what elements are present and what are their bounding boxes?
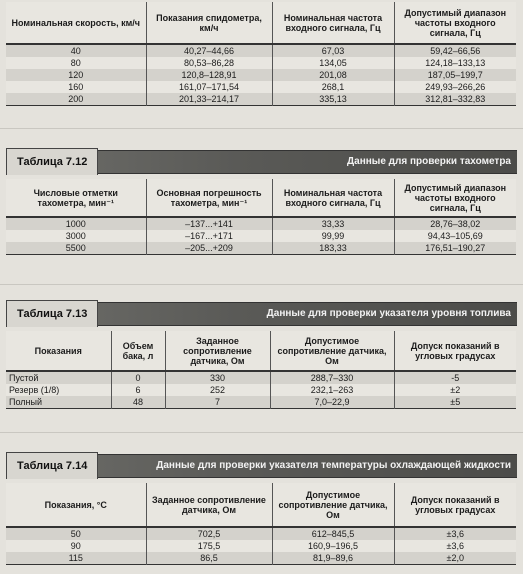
table-cell: 28,76–38,02 [394,217,516,230]
table-713-section [0,302,523,409]
table-cell: 115 [6,552,146,565]
column-header: Допуск показаний в угловых градусах [394,331,516,371]
table-cell: 48 [111,396,165,409]
table-cell: 5500 [6,242,146,255]
column-header: Допустимое сопротивление датчика, Ом [272,483,394,527]
table-cell: 59,42–66,56 [394,44,516,57]
table-row [6,57,516,69]
column-header: Номинальная частота входного сигнала, Гц [272,179,394,217]
table-cell: 33,33 [272,217,394,230]
table-row [6,242,516,255]
table-header-row [6,179,516,217]
table-row [6,81,516,93]
table-cell: 612–845,5 [272,527,394,540]
table-header-row [6,331,516,371]
table-cell: 200 [6,93,146,106]
table-cell: ±3,6 [394,527,516,540]
table-row [6,552,516,565]
table-row [6,217,516,230]
table-cell: 120 [6,69,146,81]
table-row [6,44,516,57]
table-cell: 1000 [6,217,146,230]
table-cell: ±5 [394,396,516,409]
table-cell: 312,81–332,83 [394,93,516,106]
table-cell: 0 [111,371,165,384]
table-712-section [0,150,523,255]
table-cell: 124,18–133,13 [394,57,516,69]
table-713-title: Данные для проверки указателя уровня топлива [266,308,511,319]
table-cell: Полный [6,396,111,409]
table-cell: 232,1–263 [270,384,394,396]
table-cell: 249,93–266,26 [394,81,516,93]
table-cell: 268,1 [272,81,394,93]
table-row [6,540,516,552]
table-cell: 161,07–171,54 [146,81,272,93]
column-header: Заданное сопротивление датчика, Ом [165,331,270,371]
table-cell: 94,43–105,69 [394,230,516,242]
table-cell: -5 [394,371,516,384]
table-cell: Резерв (1/8) [6,384,111,396]
table-cell: 90 [6,540,146,552]
page-divider [0,284,523,285]
column-header: Основная погрешность тахометра, мин⁻¹ [146,179,272,217]
table-714-title-bar [6,454,517,478]
table-cell: 134,05 [272,57,394,69]
column-header: Номинальная частота входного сигнала, Гц [272,2,394,44]
table-712 [6,179,516,255]
table-714-label: Таблица 7.14 [6,452,98,479]
column-header: Числовые отметки тахометра, мин⁻¹ [6,179,146,217]
table-cell: 183,33 [272,242,394,255]
table-cell: 40,27–44,66 [146,44,272,57]
table-cell: 3000 [6,230,146,242]
table-row [6,230,516,242]
table-713-label: Таблица 7.13 [6,300,98,327]
table-cell: ±3,6 [394,540,516,552]
table-cell: 175,5 [146,540,272,552]
table-711 [6,2,516,106]
table-714 [6,483,516,565]
table-cell: 80,53–86,28 [146,57,272,69]
table-cell: 160 [6,81,146,93]
table-cell: 330 [165,371,270,384]
column-header: Заданное сопротивление датчика, Ом [146,483,272,527]
table-712-label: Таблица 7.12 [6,148,98,175]
table-cell: 50 [6,527,146,540]
table-row [6,371,516,384]
table-712-title-bar [6,150,517,174]
table-row [6,384,516,396]
table-cell: ±2 [394,384,516,396]
table-cell: 160,9–196,5 [272,540,394,552]
table-cell: 201,08 [272,69,394,81]
table-cell: 252 [165,384,270,396]
table-cell: 99,99 [272,230,394,242]
table-cell: Пустой [6,371,111,384]
table-cell: –205...+209 [146,242,272,255]
table-cell: 7,0–22,9 [270,396,394,409]
table-cell: –167...+171 [146,230,272,242]
table-cell: 187,05–199,7 [394,69,516,81]
column-header: Показания спидометра, км/ч [146,2,272,44]
column-header: Показания, °С [6,483,146,527]
table-711-section [0,2,523,106]
table-cell: –137...+141 [146,217,272,230]
column-header: Показания [6,331,111,371]
table-cell: 335,13 [272,93,394,106]
table-cell: 120,8–128,91 [146,69,272,81]
table-row [6,69,516,81]
table-cell: 40 [6,44,146,57]
table-header-row [6,2,516,44]
table-cell: 81,9–89,6 [272,552,394,565]
column-header: Допустимый диапазон частоты входного сигнала, Гц [394,2,516,44]
column-header: Допустимое сопротивление датчика, Ом [270,331,394,371]
table-713 [6,331,516,409]
table-713-title-bar [6,302,517,326]
page-divider [0,128,523,129]
column-header: Объем бака, л [111,331,165,371]
page-divider [0,432,523,433]
table-cell: 6 [111,384,165,396]
table-cell: 201,33–214,17 [146,93,272,106]
table-cell: 702,5 [146,527,272,540]
table-cell: 86,5 [146,552,272,565]
column-header: Допустимый диапазон частоты входного сигнала, Гц [394,179,516,217]
column-header: Номинальная скорость, км/ч [6,2,146,44]
table-cell: 80 [6,57,146,69]
table-714-title: Данные для проверки указателя температуры охлаждающей жидкости [156,460,511,471]
table-row [6,527,516,540]
table-cell: 288,7–330 [270,371,394,384]
table-header-row [6,483,516,527]
table-cell: 67,03 [272,44,394,57]
table-row [6,93,516,106]
table-cell: 7 [165,396,270,409]
table-cell: 176,51–190,27 [394,242,516,255]
table-714-section [0,454,523,565]
table-cell: ±2,0 [394,552,516,565]
table-row [6,396,516,409]
column-header: Допуск показаний в угловых градусах [394,483,516,527]
table-712-title: Данные для проверки тахометра [347,156,511,167]
